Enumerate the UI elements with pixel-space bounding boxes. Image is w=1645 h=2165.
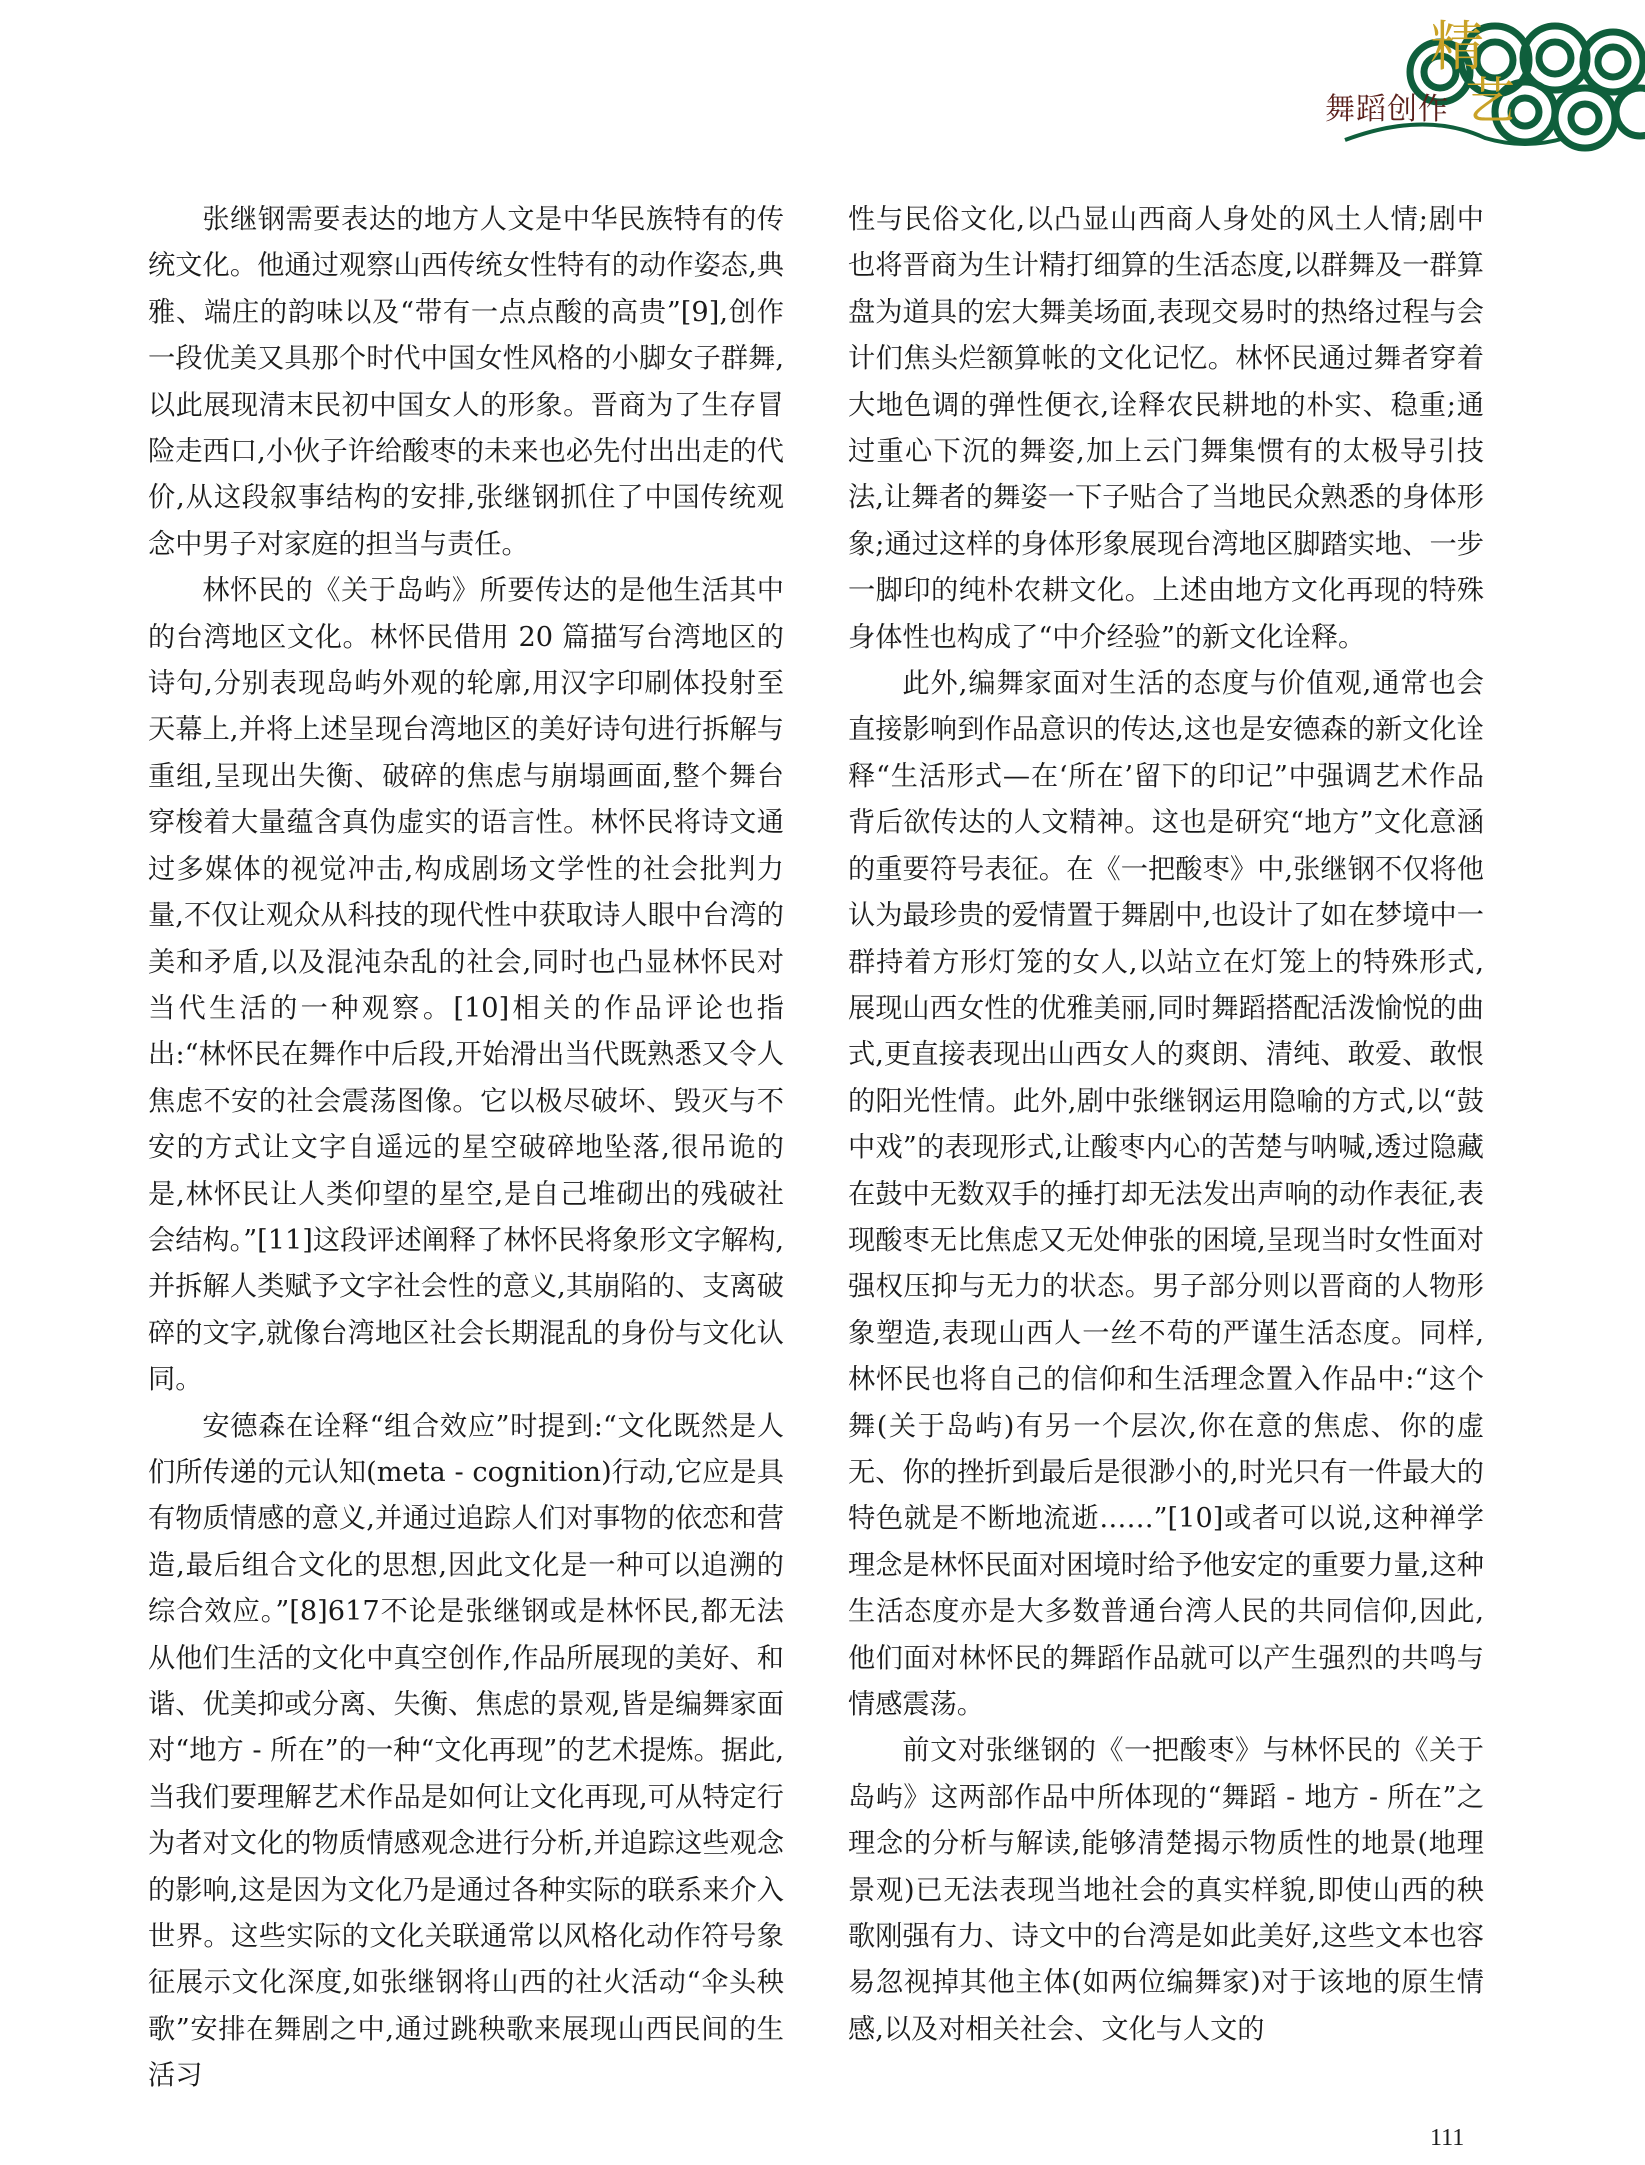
paragraph: 林怀民的《关于岛屿》所要传达的是他生活其中的台湾地区文化。林怀民借用 20 篇描写台湾地区的诗句,分别表现岛屿外观的轮廓,用汉字印刷体投射至天幕上,并将上述呈现台湾地区的美好诗句进行拆解与重组,呈现出失衡、破碎的焦虑与崩塌画面,整个舞台穿梭着大量蕴含真伪虚实的语言性。林怀民将诗文通过多媒体的视觉冲击,构成剧场文学性的社会批判力量,不仅让观众从科技的现代性中获取诗人眼中台湾的美和矛盾,以及混沌杂乱的社会,同时也凸显林怀民对当代生活的一种观察。[10]相关的作品评论也指出:“林怀民在舞作中后段,开始滑出当代既熟悉又令人焦虑不安的社会震荡图像。它以极尽破坏、毁灭与不安的方式让文字自遥远的星空破碎地坠落,很吊诡的是,林怀民让人类仰望的星空,是自己堆砌出的残破社会结构。”[11]这段评述阐释了林怀民将象形文字解构,并拆解人类赋予文字社会性的意义,其崩陷的、支离破碎的文字,就像台湾地区社会长期混乱的身份与文化认同。 <box>148 575 784 1396</box>
badge-char-yi: 艺 <box>1465 72 1515 130</box>
paragraph: 张继钢需要表达的地方人文是中华民族特有的传统文化。他通过观察山西传统女性特有的动作姿态,典雅、端庄的韵味以及“带有一点点酸的高贵”[9],创作一段优美又具那个时代中国女性风格的小脚女子群舞,以此展现清末民初中国女人的形象。晋商为了生存冒险走西口,小伙子许给酸枣的未来也必先付出出走的代价,从这段叙事结构的安排,张继钢抓住了中国传统观念中男子对家庭的担当与责任。 <box>148 204 784 560</box>
badge-char-jing: 精 <box>1430 15 1484 78</box>
paragraph: 安德森在诠释“组合效应”时提到:“文化既然是人们所传递的元认知(meta - cognition)行动,它应是具有物质情感的意义,并通过追踪人们对事物的依恋和营造,最后组合文化的思想,因此文化是一种可以追溯的综合效应。”[8]617不论是张继钢或是林怀民,都无法从他们生活的文化中真空创作,作品所展现的美好、和谐、优美抑或分离、失衡、焦虑的景观,皆是编舞家面对“地方 - 所在”的一种“文化再现”的艺术提炼。据此,当我们要理解艺术作品是如何让文化再现,可从特定行为者对文化的物质情感观念进行分析,并追踪这些观念的影响,这是因为文化乃是通过各种实际的联系来介入世界。这些实际的文化关联通常以风格化动作符号象征展示文化深度,如张继钢将山西的社火活动“伞头秧歌”安排在舞剧之中,通过跳秧歌来展现山西民间的生活习 <box>148 1410 784 2092</box>
paragraph: 前文对张继钢的《一把酸枣》与林怀民的《关于岛屿》这两部作品中所体现的“舞蹈 - 地方 - 所在”之理念的分析与解读,能够清楚揭示物质性的地景(地理景观)已无法表现当地社会的真实样貌,即使山西的秧歌刚强有力、诗文中的台湾是如此美好,这些文本也容易忽视掉其他主体(如两位编舞家)对于该地的原生情感,以及对相关社会、文化与人文的 <box>848 1735 1484 2045</box>
section-label: 舞蹈创作 <box>1325 92 1449 127</box>
page-header <box>1225 0 1645 180</box>
right-column <box>848 197 1484 2053</box>
left-column <box>148 197 784 2100</box>
paragraph: 性与民俗文化,以凸显山西商人身处的风土人情;剧中也将晋商为生计精打细算的生活态度,以群舞及一群算盘为道具的宏大舞美场面,表现交易时的热络过程与会计们焦头烂额算帐的文化记忆。林怀民通过舞者穿着大地色调的弹性便衣,诠释农民耕地的朴实、稳重;通过重心下沉的舞姿,加上云门舞集惯有的太极导引技法,让舞者的舞姿一下子贴合了当地民众熟悉的身体形象;通过这样的身体形象展现台湾地区脚踏实地、一步一脚印的纯朴农耕文化。上述由地方文化再现的特殊身体性也构成了“中介经验”的新文化诠释。 <box>848 204 1484 653</box>
paragraph: 此外,编舞家面对生活的态度与价值观,通常也会直接影响到作品意识的传达,这也是安德森的新文化诠释“生活形式—在‘所在’留下的印记”中强调艺术作品背后欲传达的人文精神。这也是研究“地方”文化意涵的重要符号表征。在《一把酸枣》中,张继钢不仅将他认为最珍贵的爱情置于舞剧中,也设计了如在梦境中一群持着方形灯笼的女人,以站立在灯笼上的特殊形式,展现山西女性的优雅美丽,同时舞蹈搭配活泼愉悦的曲式,更直接表现出山西女人的爽朗、清纯、敢爱、敢恨的阳光性情。此外,剧中张继钢运用隐喻的方式,以“鼓中戏”的表现形式,让酸枣内心的苦楚与呐喊,透过隐藏在鼓中无数双手的捶打却无法发出声响的动作表征,表现酸枣无比焦虑又无处伸张的困境,呈现当时女性面对强权压抑与无力的状态。男子部分则以晋商的人物形象塑造,表现山西人一丝不苟的严谨生活态度。同样,林怀民也将自己的信仰和生活理念置入作品中:“这个舞(关于岛屿)有另一个层次,你在意的焦虑、你的虚无、你的挫折到最后是很渺小的,时光只有一件最大的特色就是不断地流逝……”[10]或者可以说,这种禅学理念是林怀民面对困境时给予他安定的重要力量,这种生活态度亦是大多数普通台湾人民的共同信仰,因此,他们面对林怀民的舞蹈作品就可以产生强烈的共鸣与情感震荡。 <box>848 668 1484 1720</box>
page-number: 111 <box>1430 2125 1465 2151</box>
